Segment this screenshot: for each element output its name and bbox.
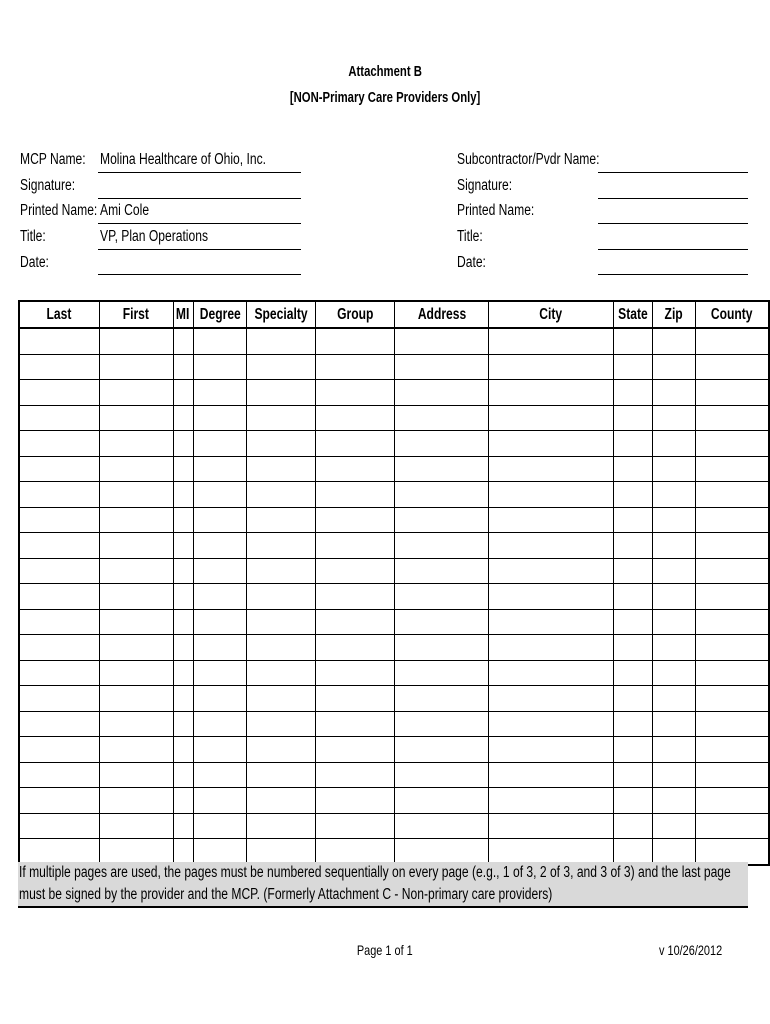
cell-degree[interactable] xyxy=(193,711,247,737)
cell-group[interactable] xyxy=(316,456,395,482)
cell-zip[interactable] xyxy=(653,507,696,533)
cell-degree[interactable] xyxy=(193,762,247,788)
cell-mi[interactable] xyxy=(173,762,193,788)
column-header-first: First xyxy=(99,301,173,328)
cell-city[interactable] xyxy=(489,839,614,865)
cell-city[interactable] xyxy=(489,584,614,610)
cell-specialty[interactable] xyxy=(247,354,316,380)
cell-degree[interactable] xyxy=(193,635,247,661)
sub-name-line xyxy=(598,172,748,173)
cell-last[interactable] xyxy=(19,609,99,635)
mcp-printed-name-line xyxy=(98,223,301,224)
table-row xyxy=(19,507,769,533)
cell-state[interactable] xyxy=(614,737,653,763)
cell-state[interactable] xyxy=(614,584,653,610)
cell-city[interactable] xyxy=(489,737,614,763)
cell-group[interactable] xyxy=(316,635,395,661)
cell-mi[interactable] xyxy=(173,609,193,635)
cell-first[interactable] xyxy=(99,380,173,406)
cell-group[interactable] xyxy=(316,380,395,406)
cell-last[interactable] xyxy=(19,686,99,712)
column-header-state: State xyxy=(614,301,653,328)
cell-county[interactable] xyxy=(696,507,769,533)
cell-address[interactable] xyxy=(395,380,489,406)
cell-zip[interactable] xyxy=(653,635,696,661)
cell-mi[interactable] xyxy=(173,482,193,508)
cell-mi[interactable] xyxy=(173,507,193,533)
cell-state[interactable] xyxy=(614,839,653,865)
cell-mi[interactable] xyxy=(173,328,193,354)
cell-mi[interactable] xyxy=(173,405,193,431)
cell-county[interactable] xyxy=(696,354,769,380)
cell-state[interactable] xyxy=(614,813,653,839)
table-row xyxy=(19,405,769,431)
table-row xyxy=(19,533,769,559)
cell-city[interactable] xyxy=(489,660,614,686)
cell-address[interactable] xyxy=(395,431,489,457)
cell-mi[interactable] xyxy=(173,456,193,482)
cell-first[interactable] xyxy=(99,813,173,839)
cell-address[interactable] xyxy=(395,354,489,380)
cell-specialty[interactable] xyxy=(247,609,316,635)
cell-last[interactable] xyxy=(19,711,99,737)
cell-zip[interactable] xyxy=(653,609,696,635)
cell-county[interactable] xyxy=(696,635,769,661)
cell-last[interactable] xyxy=(19,328,99,354)
cell-address[interactable] xyxy=(395,533,489,559)
sub-signature-line xyxy=(598,198,748,199)
cell-first[interactable] xyxy=(99,354,173,380)
column-header-address: Address xyxy=(395,301,489,328)
cell-specialty[interactable] xyxy=(247,686,316,712)
sub-title-label: Title: xyxy=(457,228,483,245)
form-subtitle: [NON-Primary Care Providers Only] xyxy=(289,90,481,106)
cell-specialty[interactable] xyxy=(247,328,316,354)
cell-specialty[interactable] xyxy=(247,405,316,431)
cell-zip[interactable] xyxy=(653,328,696,354)
cell-specialty[interactable] xyxy=(247,558,316,584)
cell-city[interactable] xyxy=(489,686,614,712)
table-row xyxy=(19,660,769,686)
cell-address[interactable] xyxy=(395,660,489,686)
cell-group[interactable] xyxy=(316,686,395,712)
cell-address[interactable] xyxy=(395,482,489,508)
cell-county[interactable] xyxy=(696,711,769,737)
cell-state[interactable] xyxy=(614,686,653,712)
table-row xyxy=(19,686,769,712)
cell-zip[interactable] xyxy=(653,839,696,865)
table-row xyxy=(19,354,769,380)
cell-specialty[interactable] xyxy=(247,660,316,686)
column-header-mi: MI xyxy=(173,301,193,328)
cell-group[interactable] xyxy=(316,660,395,686)
cell-city[interactable] xyxy=(489,354,614,380)
cell-county[interactable] xyxy=(696,456,769,482)
cell-degree[interactable] xyxy=(193,507,247,533)
cell-group[interactable] xyxy=(316,431,395,457)
cell-city[interactable] xyxy=(489,762,614,788)
cell-address[interactable] xyxy=(395,584,489,610)
mcp-date-line xyxy=(98,274,301,275)
cell-last[interactable] xyxy=(19,533,99,559)
sub-signature-label: Signature: xyxy=(457,177,513,194)
cell-group[interactable] xyxy=(316,533,395,559)
cell-state[interactable] xyxy=(614,609,653,635)
cell-group[interactable] xyxy=(316,507,395,533)
cell-county[interactable] xyxy=(696,839,769,865)
cell-specialty[interactable] xyxy=(247,788,316,814)
cell-city[interactable] xyxy=(489,405,614,431)
cell-first[interactable] xyxy=(99,456,173,482)
instruction-note-text: If multiple pages are used, the pages must be numbered sequentially on every page (e.g., 1 of 3, 2 of 3, and 3 of 3) and the last page must be signed by the provider and the MCP. (Formerly Attachment C - Non-primary care providers) xyxy=(19,864,731,903)
cell-first[interactable] xyxy=(99,431,173,457)
cell-state[interactable] xyxy=(614,405,653,431)
cell-county[interactable] xyxy=(696,788,769,814)
cell-specialty[interactable] xyxy=(247,431,316,457)
column-header-city: City xyxy=(489,301,614,328)
cell-zip[interactable] xyxy=(653,660,696,686)
column-header-group: Group xyxy=(316,301,395,328)
cell-last[interactable] xyxy=(19,482,99,508)
column-header-county: County xyxy=(696,301,769,328)
cell-last[interactable] xyxy=(19,762,99,788)
cell-group[interactable] xyxy=(316,558,395,584)
cell-zip[interactable] xyxy=(653,533,696,559)
page-number: Page 1 of 1 xyxy=(357,942,413,958)
cell-specialty[interactable] xyxy=(247,737,316,763)
cell-county[interactable] xyxy=(696,686,769,712)
cell-county[interactable] xyxy=(696,533,769,559)
cell-state[interactable] xyxy=(614,431,653,457)
cell-zip[interactable] xyxy=(653,686,696,712)
cell-last[interactable] xyxy=(19,456,99,482)
cell-address[interactable] xyxy=(395,635,489,661)
cell-mi[interactable] xyxy=(173,635,193,661)
sub-date-line xyxy=(598,274,748,275)
cell-mi[interactable] xyxy=(173,686,193,712)
sub-date-label: Date: xyxy=(457,254,486,271)
cell-degree[interactable] xyxy=(193,456,247,482)
cell-zip[interactable] xyxy=(653,711,696,737)
table-row xyxy=(19,584,769,610)
table-header-row xyxy=(19,301,769,328)
cell-zip[interactable] xyxy=(653,558,696,584)
cell-zip[interactable] xyxy=(653,482,696,508)
cell-city[interactable] xyxy=(489,328,614,354)
cell-address[interactable] xyxy=(395,813,489,839)
cell-degree[interactable] xyxy=(193,380,247,406)
cell-first[interactable] xyxy=(99,788,173,814)
cell-mi[interactable] xyxy=(173,839,193,865)
cell-group[interactable] xyxy=(316,762,395,788)
cell-group[interactable] xyxy=(316,737,395,763)
cell-group[interactable] xyxy=(316,788,395,814)
cell-group[interactable] xyxy=(316,482,395,508)
cell-specialty[interactable] xyxy=(247,839,316,865)
cell-city[interactable] xyxy=(489,456,614,482)
cell-county[interactable] xyxy=(696,762,769,788)
cell-address[interactable] xyxy=(395,788,489,814)
cell-last[interactable] xyxy=(19,380,99,406)
mcp-printed-name-label: Printed Name: xyxy=(20,202,98,219)
cell-degree[interactable] xyxy=(193,558,247,584)
cell-specialty[interactable] xyxy=(247,711,316,737)
table-row xyxy=(19,737,769,763)
table-row xyxy=(19,788,769,814)
cell-state[interactable] xyxy=(614,482,653,508)
cell-degree[interactable] xyxy=(193,660,247,686)
table-row xyxy=(19,635,769,661)
cell-state[interactable] xyxy=(614,328,653,354)
cell-address[interactable] xyxy=(395,328,489,354)
cell-group[interactable] xyxy=(316,584,395,610)
cell-mi[interactable] xyxy=(173,558,193,584)
cell-last[interactable] xyxy=(19,660,99,686)
cell-specialty[interactable] xyxy=(247,813,316,839)
mcp-title-field[interactable]: VP, Plan Operations xyxy=(100,228,208,245)
table-row xyxy=(19,762,769,788)
sub-name-label: Subcontractor/Pvdr Name: xyxy=(457,151,600,168)
cell-degree[interactable] xyxy=(193,328,247,354)
cell-degree[interactable] xyxy=(193,686,247,712)
cell-state[interactable] xyxy=(614,456,653,482)
instruction-note xyxy=(18,862,748,908)
cell-state[interactable] xyxy=(614,711,653,737)
cell-city[interactable] xyxy=(489,635,614,661)
cell-zip[interactable] xyxy=(653,813,696,839)
cell-group[interactable] xyxy=(316,405,395,431)
cell-mi[interactable] xyxy=(173,660,193,686)
mcp-date-label: Date: xyxy=(20,254,49,271)
cell-county[interactable] xyxy=(696,737,769,763)
column-header-last: Last xyxy=(19,301,99,328)
cell-county[interactable] xyxy=(696,584,769,610)
mcp-name-line xyxy=(98,172,301,173)
cell-first[interactable] xyxy=(99,584,173,610)
cell-address[interactable] xyxy=(395,405,489,431)
cell-state[interactable] xyxy=(614,380,653,406)
cell-zip[interactable] xyxy=(653,788,696,814)
version-label: v 10/26/2012 xyxy=(659,942,723,958)
cell-first[interactable] xyxy=(99,711,173,737)
cell-state[interactable] xyxy=(614,507,653,533)
cell-degree[interactable] xyxy=(193,431,247,457)
cell-first[interactable] xyxy=(99,558,173,584)
cell-mi[interactable] xyxy=(173,354,193,380)
cell-first[interactable] xyxy=(99,533,173,559)
cell-city[interactable] xyxy=(489,788,614,814)
cell-specialty[interactable] xyxy=(247,456,316,482)
cell-county[interactable] xyxy=(696,431,769,457)
cell-last[interactable] xyxy=(19,507,99,533)
cell-last[interactable] xyxy=(19,584,99,610)
cell-group[interactable] xyxy=(316,839,395,865)
cell-zip[interactable] xyxy=(653,405,696,431)
cell-first[interactable] xyxy=(99,405,173,431)
cell-city[interactable] xyxy=(489,558,614,584)
table-row xyxy=(19,431,769,457)
cell-address[interactable] xyxy=(395,686,489,712)
provider-table xyxy=(18,300,770,866)
cell-specialty[interactable] xyxy=(247,533,316,559)
cell-address[interactable] xyxy=(395,737,489,763)
cell-specialty[interactable] xyxy=(247,482,316,508)
cell-specialty[interactable] xyxy=(247,380,316,406)
cell-group[interactable] xyxy=(316,354,395,380)
cell-address[interactable] xyxy=(395,762,489,788)
cell-degree[interactable] xyxy=(193,737,247,763)
cell-mi[interactable] xyxy=(173,431,193,457)
cell-state[interactable] xyxy=(614,354,653,380)
cell-city[interactable] xyxy=(489,609,614,635)
cell-mi[interactable] xyxy=(173,584,193,610)
column-header-specialty: Specialty xyxy=(247,301,316,328)
cell-specialty[interactable] xyxy=(247,635,316,661)
cell-address[interactable] xyxy=(395,456,489,482)
mcp-title-label: Title: xyxy=(20,228,46,245)
cell-mi[interactable] xyxy=(173,788,193,814)
cell-mi[interactable] xyxy=(173,533,193,559)
cell-last[interactable] xyxy=(19,635,99,661)
cell-city[interactable] xyxy=(489,813,614,839)
cell-first[interactable] xyxy=(99,507,173,533)
cell-county[interactable] xyxy=(696,558,769,584)
cell-state[interactable] xyxy=(614,635,653,661)
cell-last[interactable] xyxy=(19,558,99,584)
cell-mi[interactable] xyxy=(173,711,193,737)
cell-address[interactable] xyxy=(395,507,489,533)
cell-last[interactable] xyxy=(19,839,99,865)
cell-zip[interactable] xyxy=(653,737,696,763)
table-row xyxy=(19,813,769,839)
cell-last[interactable] xyxy=(19,405,99,431)
cell-degree[interactable] xyxy=(193,788,247,814)
cell-state[interactable] xyxy=(614,762,653,788)
column-header-zip: Zip xyxy=(653,301,696,328)
cell-state[interactable] xyxy=(614,558,653,584)
cell-city[interactable] xyxy=(489,482,614,508)
cell-zip[interactable] xyxy=(653,431,696,457)
cell-first[interactable] xyxy=(99,482,173,508)
cell-first[interactable] xyxy=(99,635,173,661)
cell-group[interactable] xyxy=(316,328,395,354)
cell-degree[interactable] xyxy=(193,584,247,610)
cell-county[interactable] xyxy=(696,482,769,508)
cell-address[interactable] xyxy=(395,839,489,865)
cell-city[interactable] xyxy=(489,533,614,559)
cell-mi[interactable] xyxy=(173,813,193,839)
cell-first[interactable] xyxy=(99,328,173,354)
form-title: Attachment B xyxy=(348,64,422,80)
cell-state[interactable] xyxy=(614,788,653,814)
table-row xyxy=(19,609,769,635)
cell-first[interactable] xyxy=(99,737,173,763)
cell-degree[interactable] xyxy=(193,609,247,635)
cell-zip[interactable] xyxy=(653,456,696,482)
cell-county[interactable] xyxy=(696,405,769,431)
cell-city[interactable] xyxy=(489,711,614,737)
cell-first[interactable] xyxy=(99,762,173,788)
cell-zip[interactable] xyxy=(653,380,696,406)
mcp-title-line xyxy=(98,249,301,250)
cell-county[interactable] xyxy=(696,609,769,635)
cell-group[interactable] xyxy=(316,711,395,737)
cell-group[interactable] xyxy=(316,609,395,635)
cell-last[interactable] xyxy=(19,354,99,380)
cell-degree[interactable] xyxy=(193,813,247,839)
table-row xyxy=(19,558,769,584)
sub-printed-name-label: Printed Name: xyxy=(457,202,535,219)
mcp-name-label: MCP Name: xyxy=(20,151,86,168)
table-row xyxy=(19,456,769,482)
cell-specialty[interactable] xyxy=(247,507,316,533)
cell-degree[interactable] xyxy=(193,405,247,431)
table-row xyxy=(19,711,769,737)
cell-state[interactable] xyxy=(614,660,653,686)
table-row xyxy=(19,482,769,508)
cell-group[interactable] xyxy=(316,813,395,839)
cell-county[interactable] xyxy=(696,328,769,354)
mcp-signature-line xyxy=(98,198,301,199)
cell-zip[interactable] xyxy=(653,584,696,610)
cell-first[interactable] xyxy=(99,686,173,712)
cell-last[interactable] xyxy=(19,431,99,457)
cell-zip[interactable] xyxy=(653,354,696,380)
cell-county[interactable] xyxy=(696,813,769,839)
cell-first[interactable] xyxy=(99,839,173,865)
cell-county[interactable] xyxy=(696,660,769,686)
cell-mi[interactable] xyxy=(173,737,193,763)
cell-degree[interactable] xyxy=(193,482,247,508)
mcp-name-field[interactable]: Molina Healthcare of Ohio, Inc. xyxy=(100,151,266,168)
cell-specialty[interactable] xyxy=(247,584,316,610)
cell-state[interactable] xyxy=(614,533,653,559)
cell-degree[interactable] xyxy=(193,354,247,380)
cell-city[interactable] xyxy=(489,431,614,457)
cell-city[interactable] xyxy=(489,507,614,533)
cell-city[interactable] xyxy=(489,380,614,406)
cell-zip[interactable] xyxy=(653,762,696,788)
cell-first[interactable] xyxy=(99,609,173,635)
mcp-printed-name-field[interactable]: Ami Cole xyxy=(100,202,150,219)
cell-degree[interactable] xyxy=(193,533,247,559)
cell-last[interactable] xyxy=(19,788,99,814)
sub-printed-name-line xyxy=(598,223,748,224)
cell-specialty[interactable] xyxy=(247,762,316,788)
mcp-signature-label: Signature: xyxy=(20,177,76,194)
cell-last[interactable] xyxy=(19,737,99,763)
cell-address[interactable] xyxy=(395,711,489,737)
table-row xyxy=(19,839,769,865)
cell-address[interactable] xyxy=(395,609,489,635)
sub-title-line xyxy=(598,249,748,250)
cell-degree[interactable] xyxy=(193,839,247,865)
table-row xyxy=(19,380,769,406)
column-header-degree: Degree xyxy=(193,301,247,328)
cell-address[interactable] xyxy=(395,558,489,584)
cell-first[interactable] xyxy=(99,660,173,686)
cell-last[interactable] xyxy=(19,813,99,839)
table-row xyxy=(19,328,769,354)
cell-mi[interactable] xyxy=(173,380,193,406)
cell-county[interactable] xyxy=(696,380,769,406)
